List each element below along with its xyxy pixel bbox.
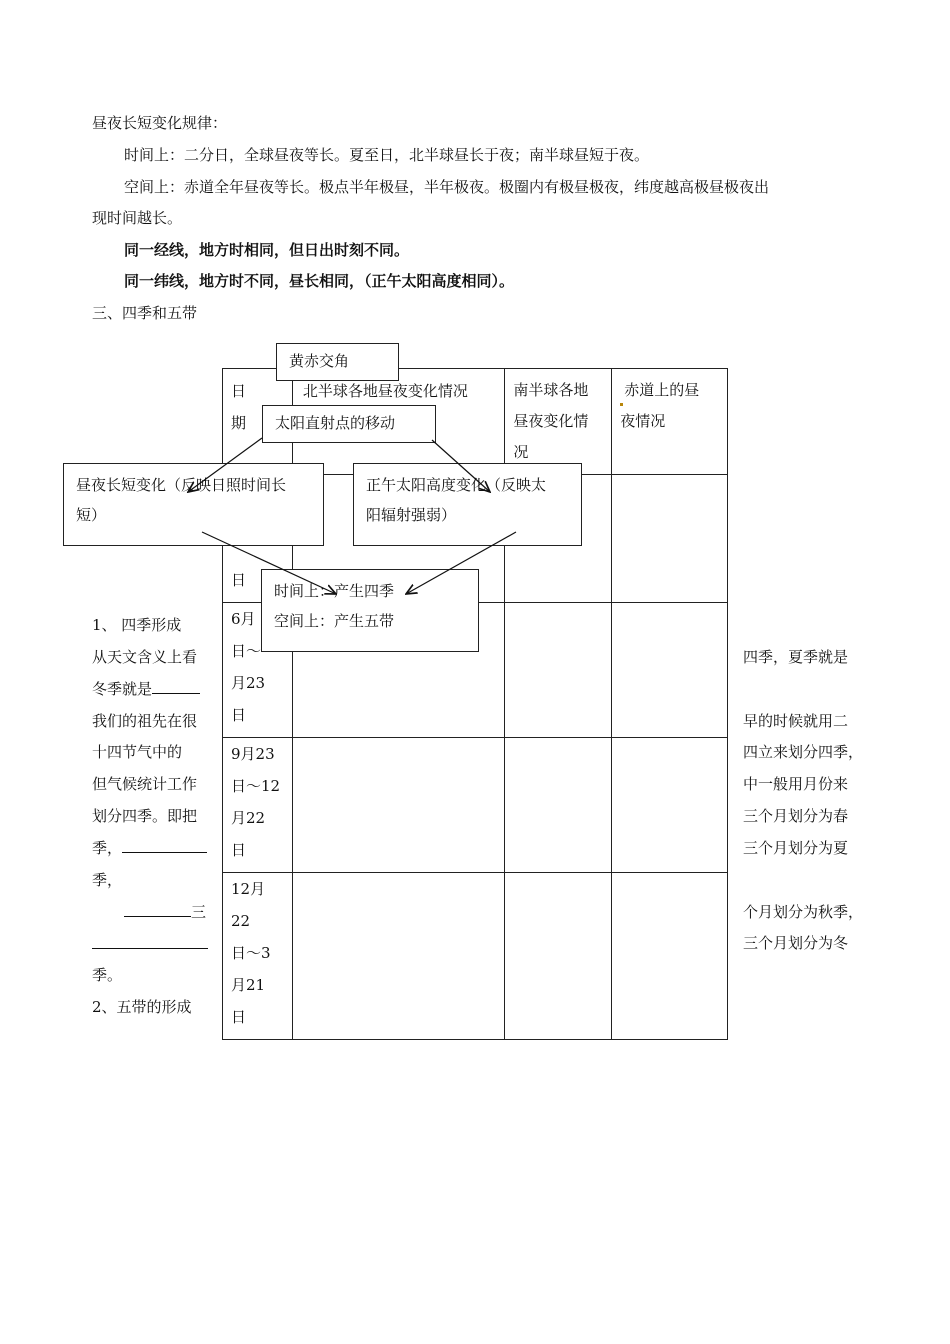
right-line: 个月划分为秋季， (743, 903, 864, 921)
date-line: 日～ (231, 642, 262, 660)
right-line: 四立来划分四季， (743, 743, 864, 761)
left-line: 季， (92, 871, 123, 889)
bold-rule-meridian: 同一经线，地方时相同，但日出时刻不同。 (124, 241, 410, 259)
box-subsolar-label: 太阳直射点的移动 (275, 414, 396, 432)
header-south-line: 昼夜变化情 (513, 412, 589, 430)
left-line-text: 冬季就是 (92, 680, 153, 698)
left-line-text: 三 (191, 903, 207, 921)
header-date-line: 期 (231, 414, 247, 432)
right-line: 三个月划分为春 (743, 807, 849, 825)
left-line: 2、五带的形成 (92, 998, 192, 1016)
heading-day-night-rule: 昼夜长短变化规律： (92, 114, 228, 132)
header-south-line: 南半球各地 (513, 381, 589, 399)
right-line: 三个月划分为冬 (743, 934, 849, 952)
right-line: 四季，夏季就是 (743, 648, 849, 666)
box-day-length-line: 短） (76, 506, 107, 524)
right-line: 中一般用月份来 (743, 775, 849, 793)
header-equator-line: 夜情况 (620, 412, 666, 430)
date-line: 日～3 (231, 944, 271, 962)
fill-blank[interactable] (124, 902, 191, 917)
date-line: 月22 (231, 809, 266, 827)
date-line: 12月 (231, 880, 266, 898)
date-line: 月21 (231, 976, 266, 994)
box-noon-sun-line: 正午太阳高度变化（反映太 (366, 476, 547, 494)
date-line: 9月23 (231, 745, 275, 763)
box-obliquity-label: 黄赤交角 (289, 352, 350, 370)
arrow-to-noon-sun (432, 440, 490, 492)
arrow-noon-sun-to-result (406, 532, 516, 594)
arrow-day-length-to-result (202, 532, 336, 594)
header-north-label: 北半球各地昼夜变化情况 (302, 382, 468, 400)
space-rule-line-2: 现时间越长。 (92, 209, 183, 227)
date-line: 日 (231, 1008, 247, 1026)
left-line-text: 季， (92, 839, 123, 857)
date-line: 22 (231, 912, 251, 930)
arrow-to-day-length (188, 438, 262, 492)
box-noon-sun-line: 阳辐射强弱） (366, 506, 457, 524)
date-line: 日 (231, 571, 247, 589)
right-line: 早的时候就用二 (743, 712, 849, 730)
left-line-spring (92, 837, 207, 858)
left-line: 但气候统计工作 (92, 775, 198, 793)
section-heading-seasons-zones: 三、四季和五带 (92, 304, 198, 322)
date-line: 6月 (231, 610, 256, 628)
box-result-line: 时间上：产生四季 (274, 582, 395, 600)
fill-blank-line[interactable] (92, 934, 208, 949)
header-equator-line: 赤道上的昼 (624, 381, 700, 399)
left-line-winter (92, 678, 200, 699)
fill-blank[interactable] (122, 838, 207, 853)
left-line: 我们的祖先在很 (92, 712, 198, 730)
left-line: 从天文含义上看 (92, 648, 198, 666)
date-line: 日～12 (231, 777, 281, 795)
date-line: 日 (231, 706, 247, 724)
right-line: 三个月划分为夏 (743, 839, 849, 857)
box-day-length-line: 昼夜长短变化（反映日照时间长 (76, 476, 287, 494)
left-line-autumn (124, 901, 206, 922)
left-line: 1、 四季形成 (92, 616, 182, 634)
left-line: 季。 (92, 966, 123, 984)
left-line: 十四节气中的 (92, 743, 183, 761)
left-line: 划分四季。即把 (92, 807, 198, 825)
date-line: 日 (231, 841, 247, 859)
header-date-line: 日 (231, 382, 247, 400)
time-rule-line: 时间上：二分日，全球昼夜等长。夏至日，北半球昼长于夜；南半球昼短于夜。 (124, 146, 650, 164)
box-result-line: 空间上：产生五带 (274, 612, 395, 630)
header-south-line: 况 (513, 443, 529, 461)
space-rule-line-1: 空间上：赤道全年昼夜等长。极点半年极昼，半年极夜。极圈内有极昼极夜，纬度越高极昼极夜出 (124, 178, 770, 196)
fill-blank[interactable] (152, 679, 200, 694)
bold-rule-parallel: 同一纬线，地方时不同，昼长相同，（正午太阳高度相同）。 (124, 272, 515, 290)
date-line: 月23 (231, 674, 266, 692)
